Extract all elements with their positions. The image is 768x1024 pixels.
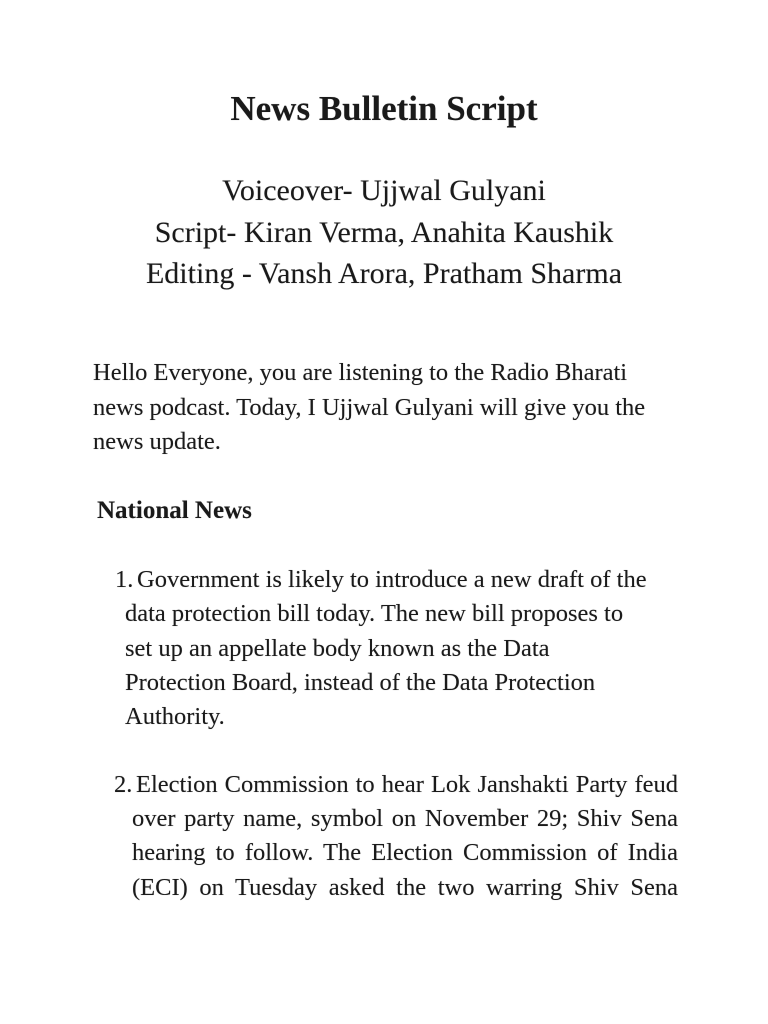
text-line: news podcast. Today, I Ujjwal Gulyani will give you the bbox=[93, 393, 646, 421]
text-line: (ECI) on Tuesday asked the two warring Shiv Sena bbox=[132, 873, 678, 901]
list-item-number: 2. bbox=[114, 771, 133, 798]
text-line: Authority. bbox=[125, 703, 225, 731]
text-line: hearing to follow. The Election Commission of India bbox=[132, 839, 678, 867]
list-item-2 bbox=[0, 768, 768, 905]
text-line: news update. bbox=[93, 428, 221, 455]
credit-line-script: Script- Kiran Verma, Anahita Kaushik bbox=[154, 215, 614, 249]
credits-block bbox=[0, 170, 768, 295]
section-heading-national-news: National News bbox=[97, 497, 252, 524]
text-line: Election Commission to hear Lok Janshakti Party feud bbox=[136, 771, 678, 798]
text-line: Government is likely to introduce a new draft of the bbox=[137, 566, 647, 593]
credit-line-editing: Editing - Vansh Arora, Pratham Sharma bbox=[145, 257, 623, 290]
text-line: Hello Everyone, you are listening to the Radio Bharati bbox=[93, 359, 628, 386]
text-line: set up an appellate body known as the Data bbox=[125, 634, 550, 662]
text-line: Protection Board, instead of the Data Protection bbox=[125, 668, 596, 696]
text-line: over party name, symbol on November 29; Shiv Sena bbox=[132, 805, 678, 833]
list-item-number: 1. bbox=[115, 566, 134, 593]
intro-paragraph bbox=[93, 356, 645, 460]
text-line: data protection bill today. The new bill proposes to bbox=[125, 600, 624, 628]
document-title: News Bulletin Script bbox=[230, 89, 538, 128]
credit-line-voiceover: Voiceover- Ujjwal Gulyani bbox=[222, 174, 546, 207]
list-item-1 bbox=[0, 563, 768, 734]
